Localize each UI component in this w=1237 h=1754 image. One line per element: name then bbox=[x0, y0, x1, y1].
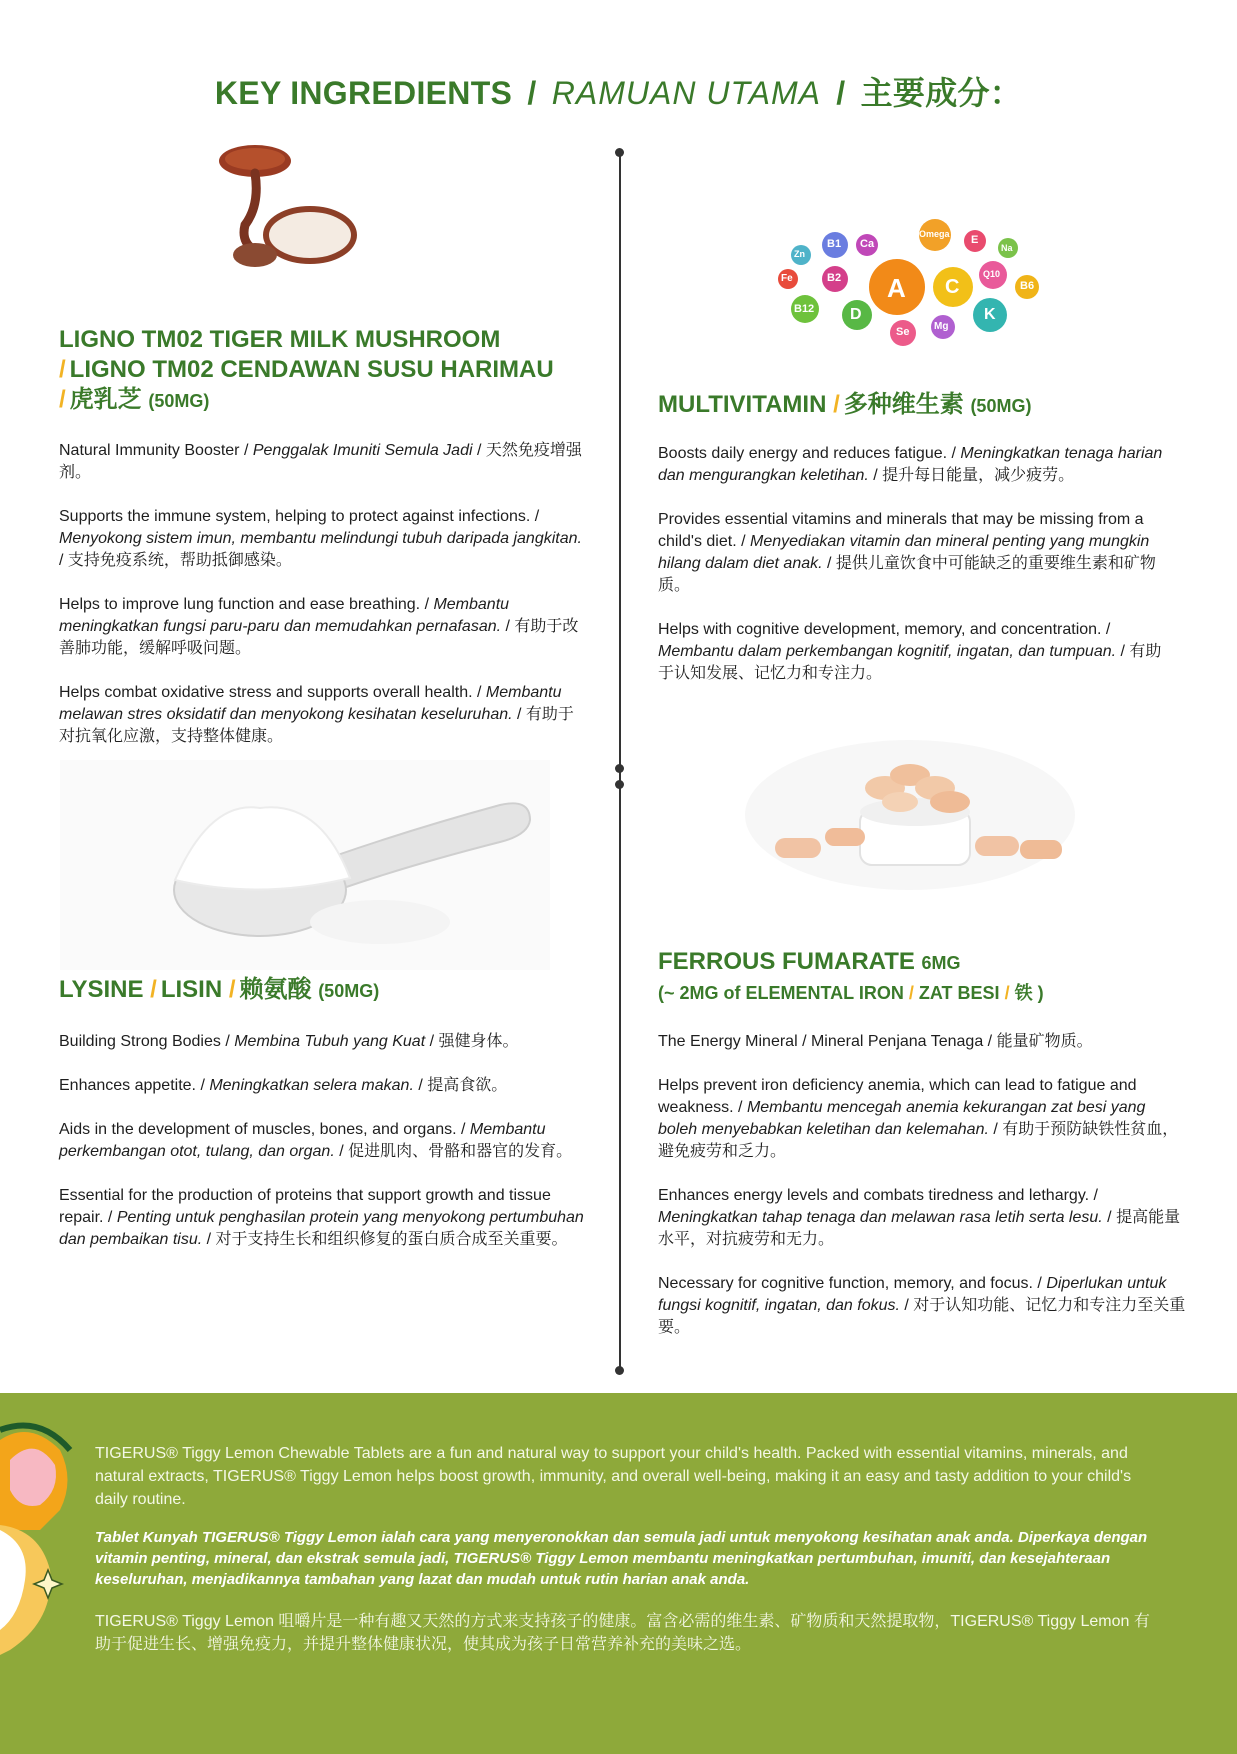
vitamin-bubble-label: K bbox=[984, 306, 996, 323]
page-title bbox=[0, 68, 1237, 114]
lysine-benefits bbox=[59, 1031, 584, 1273]
ferrous-sub-en: (~ 2MG of ELEMENTAL IRON bbox=[658, 983, 904, 1003]
ferrous-heading bbox=[658, 947, 1218, 978]
footer-text-en: TIGERUS® Tiggy Lemon Chewable Tablets are a fun and natural way to support your child's health. Packed with essential vitamins, minerals, and natural extracts, TIGERUS® Tiggy Lemon helps boost growth, immunity, and overall well-being, making it an easy and tasty addition to your child's daily routine. bbox=[95, 1445, 1132, 1508]
vitamin-bubble-label: A bbox=[887, 273, 906, 303]
divider-dot bbox=[615, 148, 624, 157]
lysine-heading-zh: 赖氨酸 bbox=[239, 976, 312, 1003]
tiger-mascot-icon bbox=[0, 1420, 80, 1660]
benefit-item: Helps to improve lung function and ease breathing. / Membantu meningkatkan fungsi paru-paru dan memudahkan pernafasan. / 有助于改善肺功能，缓解呼吸问题。 bbox=[59, 596, 579, 657]
ferrous-sub-zh: 铁 ) bbox=[1014, 983, 1044, 1003]
mushroom-icon bbox=[200, 135, 370, 275]
vitamin-bubble-label: C bbox=[945, 276, 960, 298]
vitamin-bubble-label: Ca bbox=[860, 238, 875, 250]
vitamin-bubble-label: Se bbox=[896, 326, 910, 338]
slash-accent: / bbox=[228, 976, 236, 1003]
slash-accent: / bbox=[59, 386, 66, 413]
vitamin-bubble-label: Q10 bbox=[983, 269, 1001, 279]
title-separator: / bbox=[527, 75, 537, 111]
benefit-item: Essential for the production of proteins that support growth and tissue repair. / Penting untuk penghasilan protein yang menyokong pertumbuhan dan pembaikan tisu. / 对于支持生长和组织修复的蛋白质合成至关重要。 bbox=[59, 1187, 584, 1248]
vitamin-bubble-label: B1 bbox=[827, 238, 842, 250]
benefit-item: Aids in the development of muscles, bones, and organs. / Membantu perkembangan otot, tulang, dan organ. / 促进肌肉、骨骼和器官的发育。 bbox=[59, 1121, 573, 1160]
benefit-item: Helps with cognitive development, memory, and concentration. / Membantu dalam perkembangan kognitif, ingatan, dan tumpuan. / 有助于认知发展、记忆力和专注力。 bbox=[658, 621, 1162, 682]
ferrous-benefits bbox=[658, 1031, 1188, 1361]
vitamin-bubble-label: B12 bbox=[794, 303, 815, 315]
benefit-item: Supports the immune system, helping to protect against infections. / Menyokong sistem imun, membantu melindungi tubuh daripada jangkitan. / 支持免疫系统，帮助抵御感染。 bbox=[59, 508, 582, 569]
lysine-heading-en: LYSINE bbox=[59, 976, 144, 1003]
slash-accent: / bbox=[1004, 983, 1010, 1003]
footer-text-ms: Tablet Kunyah TIGERUS® Tiggy Lemon ialah cara yang menyeronokkan dan semula jadi untuk menyokong kesihatan anak anda. Diperkaya dengan vitamin penting, mineral, dan ekstrak semula jadi, TIGERUS® Tiggy Lemon membantu meningkatkan pertumbuhan, imuniti, dan kesejahteraan keseluruhan, menjadikannya tambahan yang lazat dan mudah untuk rutin harian anak anda. bbox=[95, 1529, 1148, 1588]
ligno-dose: (50MG) bbox=[148, 391, 210, 411]
powder-scoop-icon bbox=[60, 760, 550, 970]
divider-dot bbox=[615, 780, 624, 789]
multivitamin-dose: (50MG) bbox=[970, 396, 1032, 416]
lysine-heading-ms: LISIN bbox=[160, 976, 223, 1003]
footer-banner bbox=[0, 1393, 1237, 1754]
ligno-heading-zh: 虎乳芝 bbox=[69, 386, 142, 413]
benefit-item: Helps prevent iron deficiency anemia, which can lead to fatigue and weakness. / Membantu mencegah anemia kekurangan zat besi yang boleh menyebabkan keletihan dan kelemahan. / 有助于预防缺铁性贫血，避免疲劳和乏力。 bbox=[658, 1077, 1179, 1160]
multivitamin-heading-en: MULTIVITAMIN bbox=[658, 391, 827, 418]
ferrous-subheading bbox=[658, 979, 1218, 1005]
benefit-item: Boosts daily energy and reduces fatigue. / Meningkatkan tenaga harian dan mengurangkan keletihan. / 提升每日能量，减少疲劳。 bbox=[658, 445, 1163, 484]
multivitamin-heading bbox=[658, 390, 1198, 421]
footer-text-zh: TIGERUS® Tiggy Lemon 咀嚼片是一种有趣又天然的方式来支持孩子的健康。富含必需的维生素、矿物质和天然提取物，TIGERUS® Tiggy Lemon 有助于促进生长、增强免疫力，并提升整体健康状况，使其成为孩子日常营养补充的美味之选。 bbox=[95, 1613, 1150, 1653]
lysine-dose: (50MG) bbox=[318, 981, 380, 1001]
vitamin-bubble-label: B2 bbox=[827, 272, 842, 284]
ferrous-dose: 6MG bbox=[921, 953, 961, 973]
multivitamin-heading-zh: 多种维生素 bbox=[843, 391, 964, 418]
vitamin-bubble-label: Omega bbox=[919, 229, 950, 239]
divider-dot bbox=[615, 1366, 624, 1375]
benefit-item: Building Strong Bodies / Membina Tubuh yang Kuat / 强健身体。 bbox=[59, 1033, 519, 1050]
title-en: KEY INGREDIENTS bbox=[214, 75, 513, 111]
vitamin-bubble-label: Zn bbox=[794, 249, 805, 259]
benefit-item: Enhances appetite. / Meningkatkan selera makan. / 提高食欲。 bbox=[59, 1077, 508, 1094]
slash-accent: / bbox=[59, 356, 66, 383]
column-divider bbox=[619, 152, 621, 1370]
vitamin-bubble-label: Mg bbox=[934, 321, 949, 332]
multivitamin-benefits bbox=[658, 443, 1168, 707]
ferrous-heading-en: FERROUS FUMARATE bbox=[658, 948, 915, 975]
title-separator: / bbox=[836, 75, 846, 111]
ligno-heading-ms: LIGNO TM02 CENDAWAN SUSU HARIMAU bbox=[69, 356, 554, 383]
slash-accent: / bbox=[908, 983, 914, 1003]
tablets-icon bbox=[735, 730, 1085, 900]
benefit-item: The Energy Mineral / Mineral Penjana Tenaga / 能量矿物质。 bbox=[658, 1033, 1093, 1050]
slash-accent: / bbox=[150, 976, 157, 1003]
lysine-heading bbox=[59, 975, 599, 1006]
vitamin-bubble-label: Na bbox=[1001, 243, 1013, 253]
vitamin-bubble-label: Fe bbox=[781, 273, 793, 284]
benefit-item: Necessary for cognitive function, memory, and focus. / Diperlukan untuk fungsi kognitif, ingatan, dan fokus. / 对于认知功能、记忆力和专注力至关重要。 bbox=[658, 1275, 1186, 1336]
benefit-item: Provides essential vitamins and minerals that may be missing from a child's diet. / Menyediakan vitamin dan mineral penting yang mungkin hilang dalam diet anak. / 提供儿童饮食中可能缺乏的重要维生素和矿物质。 bbox=[658, 511, 1156, 594]
benefit-item: Helps combat oxidative stress and supports overall health. / Membantu melawan stres oksidatif dan menyokong kesihatan keseluruhan. / 有助于对抗氧化应激，支持整体健康。 bbox=[59, 684, 574, 745]
ferrous-sub-ms: ZAT BESI bbox=[918, 983, 1000, 1003]
ligno-heading bbox=[59, 325, 599, 416]
vitamin-bubble-label: B6 bbox=[1020, 280, 1035, 292]
slash-accent: / bbox=[833, 391, 840, 418]
ligno-benefits bbox=[59, 440, 584, 770]
benefit-item: Enhances energy levels and combats tiredness and lethargy. / Meningkatkan tahap tenaga dan melawan rasa letih serta lesu. / 提高能量水平，对抗疲劳和无力。 bbox=[658, 1187, 1181, 1248]
benefit-item: Natural Immunity Booster / Penggalak Imuniti Semula Jadi / 天然免疫增强剂。 bbox=[59, 442, 582, 481]
ligno-heading-en: LIGNO TM02 TIGER MILK MUSHROOM bbox=[59, 326, 501, 353]
title-ms: RAMUAN UTAMA bbox=[551, 75, 821, 111]
vitamin-bubble-label: D bbox=[850, 306, 862, 323]
vitamin-bubble-label: E bbox=[971, 234, 979, 246]
divider-dot bbox=[615, 764, 624, 773]
title-zh: 主要成分： bbox=[860, 75, 1023, 111]
vitamins-icon bbox=[775, 215, 1050, 355]
